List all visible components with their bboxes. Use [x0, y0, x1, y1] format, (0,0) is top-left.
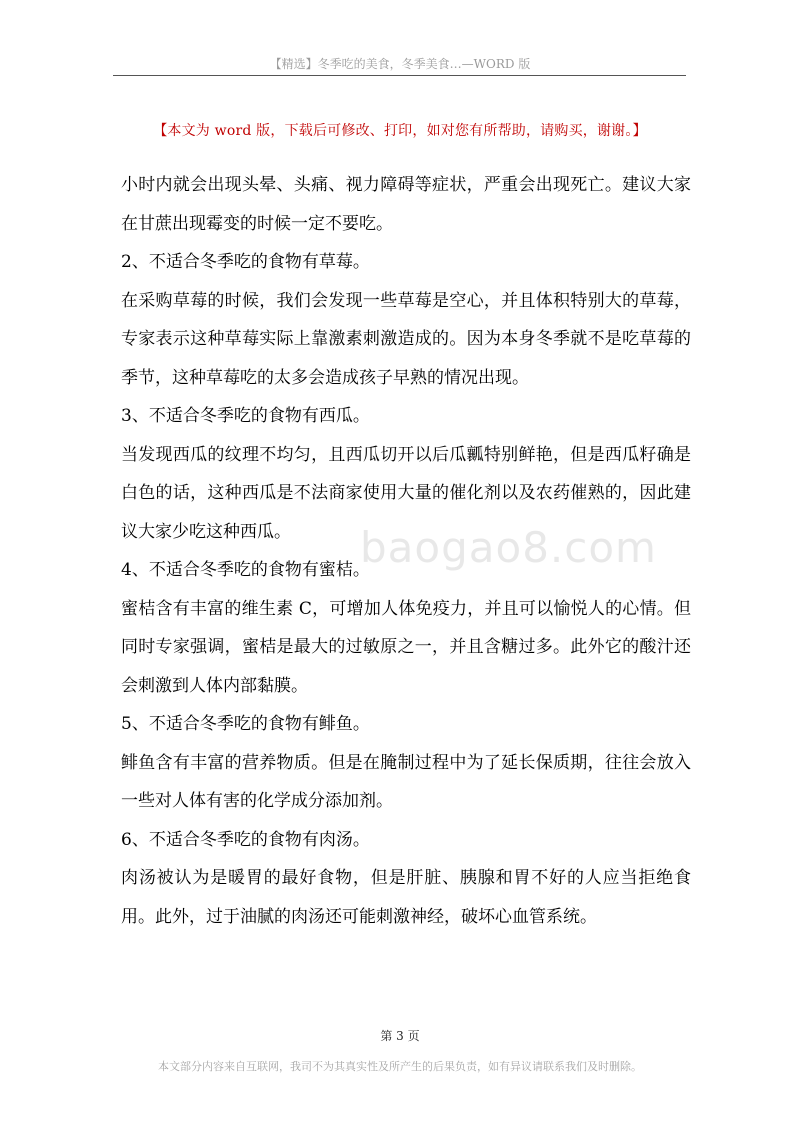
header-divider	[113, 75, 686, 76]
page-number: 第 3 页	[380, 1029, 420, 1043]
watermark: baogao8.com	[360, 523, 657, 572]
section-heading: 4、不适合冬季吃的食物有蜜桔。	[121, 560, 370, 580]
section-heading: 5、不适合冬季吃的食物有鲱鱼。	[121, 714, 370, 734]
section-heading: 6、不适合冬季吃的食物有肉汤。	[121, 829, 370, 850]
section-heading: 2、不适合冬季吃的食物有草莓。	[121, 252, 370, 272]
body-paragraph: 当发现西瓜的纹理不均匀，且西瓜切开以后瓜瓤特别鲜艳，但是西瓜籽确是白色的话，这种西瓜是不法商家使用大量的催化剂以及农药催熟的，因此建议大家少吃这种西瓜。	[121, 444, 691, 542]
body-paragraph: 在采购草莓的时候，我们会发现一些草莓是空心，并且体积特别大的草莓，专家表示这种草莓实际上靠激素刺激造成的。因为本身冬季就不是吃草莓的季节，这种草莓吃的太多会造成孩子早熟的情况出现。	[121, 290, 691, 388]
download-notice: 【本文为 word 版，下载后可修改、打印，如对您有所帮助，请购买，谢谢。】	[153, 123, 647, 139]
body-paragraph: 肉汤被认为是暖胃的最好食物，但是肝脏、胰腺和胃不好的人应当拒绝食用。此外，过于油腻的肉汤还可能刺激神经，破坏心血管系统。	[121, 868, 691, 927]
document-body	[121, 166, 691, 936]
page-footer-disclaimer: 本文部分内容来自互联网，我司不为其真实性及所产生的后果负责，如有异议请联系我们及时删除。	[158, 1060, 642, 1073]
body-paragraph: 小时内就会出现头晕、头痛、视力障碍等症状，严重会出现死亡。建议大家在甘蔗出现霉变的时候一定不要吃。	[121, 175, 691, 234]
page-header: 【精选】冬季吃的美食，冬季美食…—WORD 版	[269, 57, 531, 71]
section-heading: 3、不适合冬季吃的食物有西瓜。	[121, 406, 370, 426]
body-paragraph: 蜜桔含有丰富的维生素 C，可增加人体免疫力，并且可以愉悦人的心情。但同时专家强调，蜜桔是最大的过敏原之一，并且含糖过多。此外它的酸汁还会刺激到人体内部黏膜。	[121, 598, 691, 696]
body-paragraph: 鲱鱼含有丰富的营养物质。但是在腌制过程中为了延长保质期，往往会放入一些对人体有害的化学成分添加剂。	[121, 752, 691, 811]
